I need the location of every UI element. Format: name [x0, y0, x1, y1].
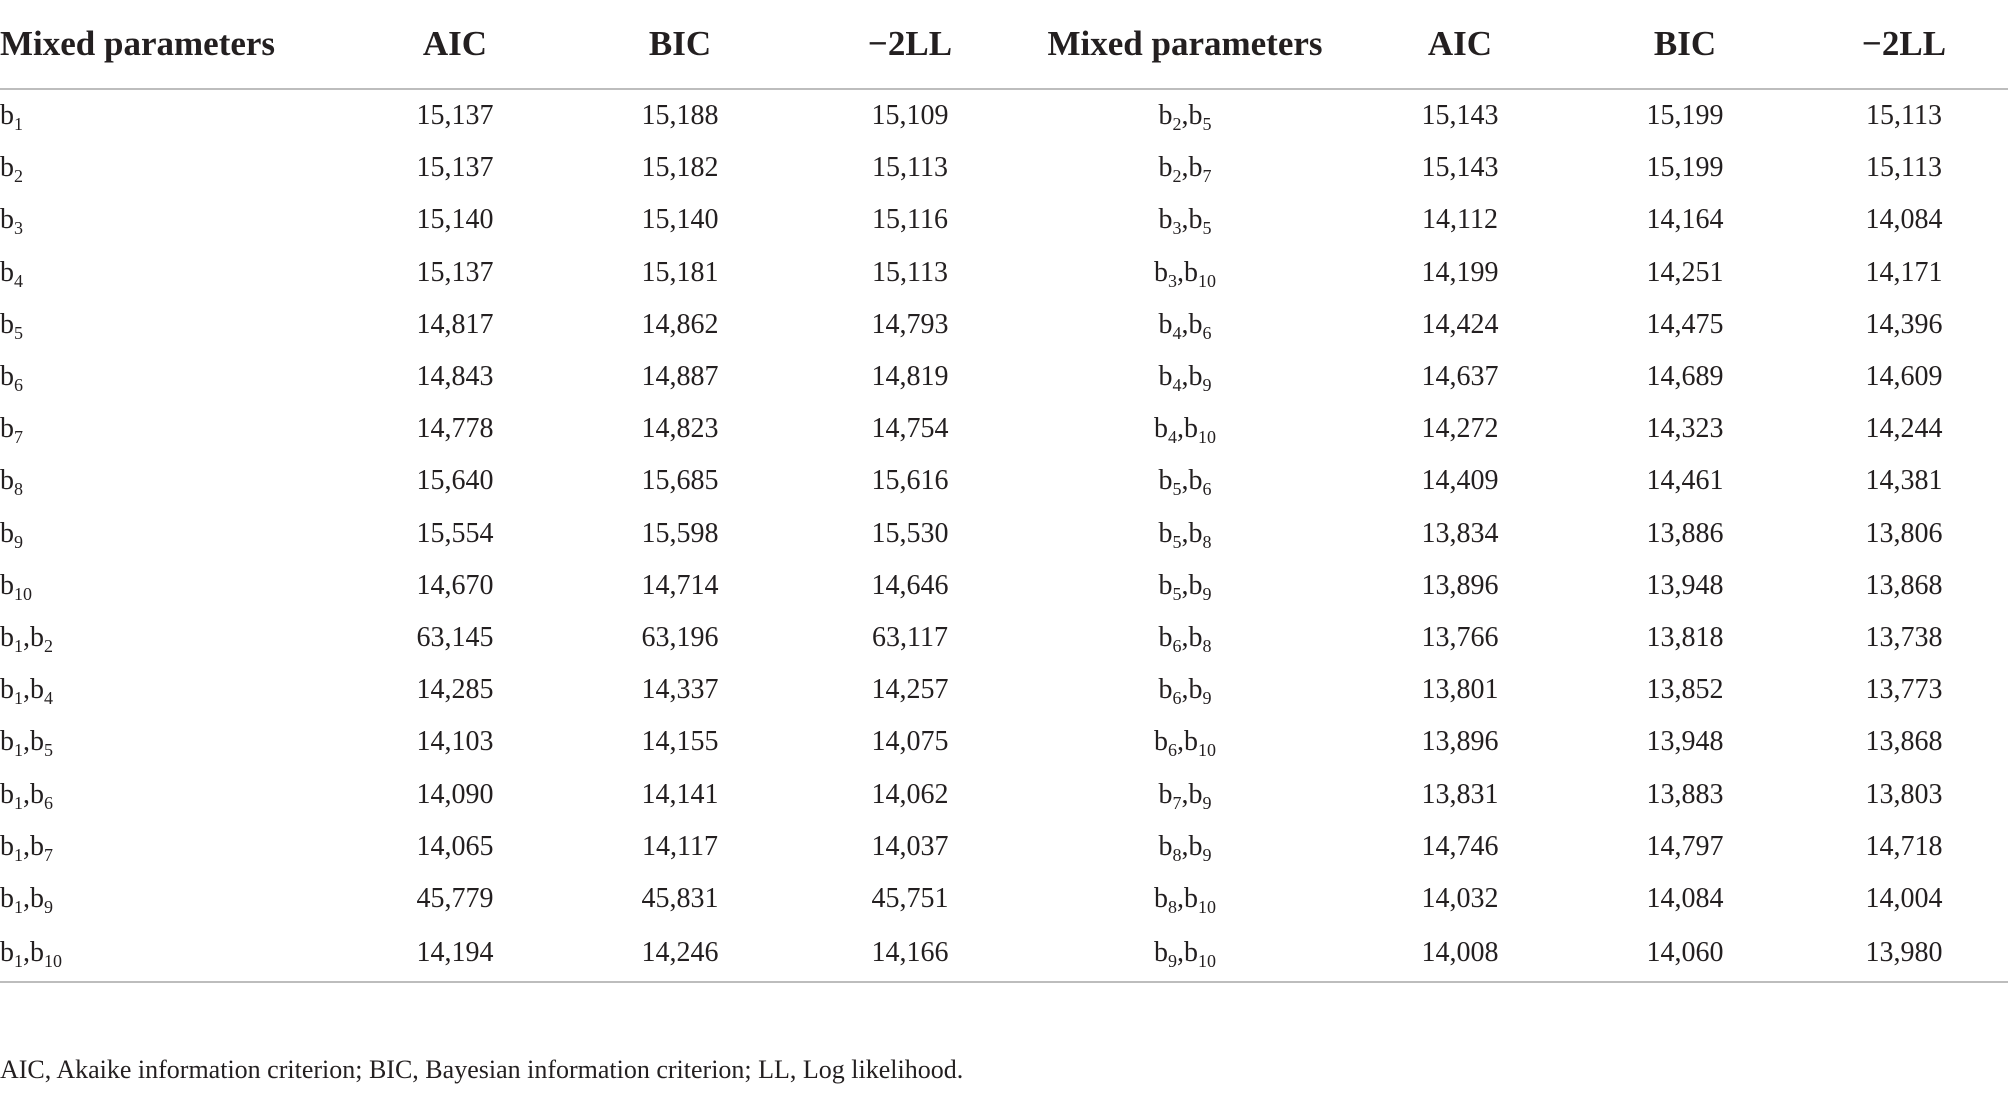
value-cell-bic-left: 15,598: [641, 517, 719, 549]
parameter-cell-left: $b_9$: [0, 517, 23, 552]
value-cell-2ll-left: 45,751: [871, 882, 949, 914]
value-cell-bic-right: 13,948: [1646, 726, 1724, 758]
parameter-cell-left: $b_8$: [0, 465, 23, 500]
value-cell-bic-left: 15,181: [641, 256, 719, 288]
value-cell-bic-right: 14,461: [1646, 465, 1724, 497]
table-row: [0, 142, 2008, 194]
value-cell-bic-left: 63,196: [641, 621, 719, 653]
value-cell-bic-right: 13,886: [1646, 517, 1724, 549]
value-cell-aic-left: 45,779: [416, 882, 494, 914]
value-cell-2ll-right: 13,738: [1865, 621, 1943, 653]
value-cell-bic-left: 15,188: [641, 100, 719, 132]
table-row: [0, 247, 2008, 299]
table-row: [0, 925, 2008, 982]
value-cell-aic-right: 13,896: [1421, 569, 1499, 601]
value-cell-aic-left: 63,145: [416, 621, 494, 653]
parameter-cell-right: $b_5,b_8$: [1158, 517, 1212, 552]
value-cell-2ll-right: 14,609: [1865, 361, 1943, 393]
table-row: [0, 89, 2008, 142]
parameter-cell-right: $b_6,b_8$: [1158, 621, 1212, 656]
value-cell-2ll-left: 14,819: [871, 361, 949, 393]
value-cell-2ll-right: 14,084: [1865, 204, 1943, 236]
value-cell-aic-right: 13,801: [1421, 674, 1499, 706]
table-row: [0, 560, 2008, 612]
value-cell-bic-left: 14,862: [641, 308, 719, 340]
value-cell-bic-left: 14,823: [641, 413, 719, 445]
parameter-cell-left: $b_1,b_9$: [0, 882, 53, 917]
parameter-cell-left: $b_4$: [0, 256, 23, 291]
header-mixed-parameters-right: Mixed parameters: [1020, 0, 1350, 89]
table-row: [0, 299, 2008, 351]
value-cell-aic-left: 14,103: [416, 726, 494, 758]
value-cell-aic-left: 14,285: [416, 674, 494, 706]
value-cell-bic-left: 15,182: [641, 152, 719, 184]
parameter-cell-right: $b_5,b_6$: [1158, 465, 1212, 500]
value-cell-2ll-left: 63,117: [872, 621, 948, 653]
value-cell-bic-right: 14,164: [1646, 204, 1724, 236]
parameter-cell-left: $b_7$: [0, 413, 23, 448]
parameter-cell-right: $b_8,b_9$: [1158, 830, 1212, 865]
value-cell-bic-right: 14,084: [1646, 882, 1724, 914]
value-cell-bic-right: 14,797: [1646, 830, 1724, 862]
parameter-cell-right: $b_8,b_{10}$: [1154, 882, 1216, 917]
value-cell-aic-right: 15,143: [1421, 152, 1499, 184]
value-cell-bic-right: 14,060: [1570, 925, 1800, 982]
value-cell-bic-right: 13,818: [1646, 621, 1724, 653]
value-cell-bic-right: 15,199: [1646, 100, 1724, 132]
value-cell-2ll-right: 13,868: [1865, 726, 1943, 758]
value-cell-aic-left: 15,140: [416, 204, 494, 236]
parameter-cell-right: $b_6,b_{10}$: [1154, 726, 1216, 761]
parameter-cell-left: $b_1$: [0, 100, 23, 135]
value-cell-2ll-right: 13,868: [1865, 569, 1943, 601]
value-cell-aic-left: 15,137: [416, 152, 494, 184]
value-cell-2ll-left: 15,113: [872, 256, 948, 288]
table-row: [0, 873, 2008, 925]
value-cell-bic-right: 14,475: [1646, 308, 1724, 340]
value-cell-bic-left: 14,714: [641, 569, 719, 601]
table-row: [0, 612, 2008, 664]
value-cell-aic-right: 14,272: [1421, 413, 1499, 445]
value-cell-aic-right: 14,008: [1350, 925, 1570, 982]
value-cell-bic-right: 14,251: [1646, 256, 1724, 288]
table-row: [0, 455, 2008, 507]
header-2ll-right: −2LL: [1800, 0, 2008, 89]
value-cell-bic-right: 13,852: [1646, 674, 1724, 706]
parameter-cell-right: $b_4,b_6$: [1158, 308, 1212, 343]
value-cell-2ll-left: 14,257: [871, 674, 949, 706]
value-cell-aic-left: 14,778: [416, 413, 494, 445]
value-cell-2ll-left: 14,166: [800, 925, 1020, 982]
parameter-cell-right: $b_3,b_5$: [1158, 204, 1212, 239]
table-row: [0, 821, 2008, 873]
value-cell-aic-left: 14,194: [350, 925, 560, 982]
table-row: [0, 351, 2008, 403]
value-cell-2ll-left: 15,116: [872, 204, 948, 236]
value-cell-bic-left: 14,337: [641, 674, 719, 706]
value-cell-aic-right: 14,746: [1421, 830, 1499, 862]
header-aic-left: AIC: [350, 0, 560, 89]
parameter-cell-left: $b_5$: [0, 308, 23, 343]
value-cell-aic-right: 14,112: [1422, 204, 1498, 236]
header-bic-right: BIC: [1570, 0, 1800, 89]
value-cell-2ll-right: 13,806: [1865, 517, 1943, 549]
value-cell-bic-left: 14,155: [641, 726, 719, 758]
value-cell-2ll-left: 15,109: [871, 100, 949, 132]
value-cell-bic-left: 14,117: [642, 830, 718, 862]
value-cell-aic-left: 14,065: [416, 830, 494, 862]
value-cell-bic-left: 14,887: [641, 361, 719, 393]
value-cell-2ll-left: 14,037: [871, 830, 949, 862]
table-row: [0, 194, 2008, 246]
value-cell-2ll-right: 14,171: [1865, 256, 1943, 288]
value-cell-2ll-right: 14,244: [1865, 413, 1943, 445]
value-cell-2ll-left: 15,530: [871, 517, 949, 549]
value-cell-bic-right: 14,323: [1646, 413, 1724, 445]
table-row: [0, 768, 2008, 820]
value-cell-2ll-left: 14,075: [871, 726, 949, 758]
value-cell-2ll-right: 14,718: [1865, 830, 1943, 862]
parameter-cell-right: $b_2,b_7$: [1158, 152, 1212, 187]
value-cell-aic-left: 14,817: [416, 308, 494, 340]
parameter-cell-right: $b_2,b_5$: [1158, 100, 1212, 135]
value-cell-aic-right: 13,766: [1421, 621, 1499, 653]
value-cell-2ll-left: 14,793: [871, 308, 949, 340]
value-cell-2ll-right: 13,773: [1865, 674, 1943, 706]
value-cell-2ll-left: 14,754: [871, 413, 949, 445]
value-cell-2ll-left: 14,062: [871, 778, 949, 810]
table-row: [0, 664, 2008, 716]
table-row: [0, 716, 2008, 768]
value-cell-2ll-right: 13,803: [1865, 778, 1943, 810]
parameter-cell-left: $b_1,b_6$: [0, 778, 53, 813]
parameter-cell-left: $b_1,b_4$: [0, 674, 53, 709]
value-cell-2ll-right: 15,113: [1866, 152, 1942, 184]
table-footnote: AIC, Akaike information criterion; BIC, Bayesian information criterion; LL, Log likelihood.: [0, 1055, 964, 1084]
header-bic-left: BIC: [560, 0, 800, 89]
parameter-cell-right: $b_7,b_9$: [1158, 778, 1212, 813]
value-cell-2ll-left: 15,616: [871, 465, 949, 497]
value-cell-aic-left: 15,554: [416, 517, 494, 549]
value-cell-aic-right: 13,834: [1421, 517, 1499, 549]
value-cell-bic-left: 45,831: [641, 882, 719, 914]
value-cell-aic-left: 14,670: [416, 569, 494, 601]
value-cell-2ll-right: 14,004: [1865, 882, 1943, 914]
table-body: [0, 89, 2008, 982]
value-cell-aic-right: 14,199: [1421, 256, 1499, 288]
parameter-cell-right: $b_9,b_{10}$: [1020, 925, 1350, 982]
parameter-cell-right: $b_4,b_{10}$: [1154, 413, 1216, 448]
value-cell-bic-left: 15,140: [641, 204, 719, 236]
table-header-row: [0, 0, 2008, 89]
parameter-cell-left: $b_1,b_5$: [0, 726, 53, 761]
header-2ll-left: −2LL: [800, 0, 1020, 89]
value-cell-aic-right: 13,896: [1421, 726, 1499, 758]
value-cell-bic-left: 15,685: [641, 465, 719, 497]
value-cell-bic-left: 14,246: [560, 925, 800, 982]
value-cell-bic-right: 13,948: [1646, 569, 1724, 601]
header-mixed-parameters-left: Mixed parameters: [0, 0, 350, 89]
parameter-cell-right: $b_4,b_9$: [1158, 361, 1212, 396]
value-cell-2ll-right: 15,113: [1866, 100, 1942, 132]
value-cell-2ll-left: 14,646: [871, 569, 949, 601]
header-aic-right: AIC: [1350, 0, 1570, 89]
parameter-cell-left: $b_2$: [0, 152, 23, 187]
value-cell-aic-right: 15,143: [1421, 100, 1499, 132]
parameter-cell-left: $b_3$: [0, 204, 23, 239]
value-cell-bic-right: 13,883: [1646, 778, 1724, 810]
parameter-cell-left: $b_{10}$: [0, 569, 32, 604]
parameter-cell-left: $b_1,b_{10}$: [0, 925, 350, 982]
value-cell-2ll-right: 14,381: [1865, 465, 1943, 497]
value-cell-2ll-left: 15,113: [872, 152, 948, 184]
value-cell-aic-left: 15,137: [416, 100, 494, 132]
value-cell-aic-right: 14,424: [1421, 308, 1499, 340]
parameter-cell-right: $b_5,b_9$: [1158, 569, 1212, 604]
value-cell-aic-left: 14,843: [416, 361, 494, 393]
parameter-cell-left: $b_1,b_7$: [0, 830, 53, 865]
value-cell-2ll-right: 13,980: [1800, 925, 2008, 982]
parameter-cell-left: $b_1,b_2$: [0, 621, 53, 656]
value-cell-2ll-right: 14,396: [1865, 308, 1943, 340]
value-cell-aic-left: 15,640: [416, 465, 494, 497]
value-cell-bic-right: 14,689: [1646, 361, 1724, 393]
value-cell-aic-right: 14,409: [1421, 465, 1499, 497]
value-cell-aic-right: 13,831: [1421, 778, 1499, 810]
parameter-cell-right: $b_3,b_{10}$: [1154, 256, 1216, 291]
parameter-cell-left: $b_6$: [0, 361, 23, 396]
value-cell-bic-right: 15,199: [1646, 152, 1724, 184]
value-cell-aic-left: 15,137: [416, 256, 494, 288]
value-cell-aic-left: 14,090: [416, 778, 494, 810]
value-cell-bic-left: 14,141: [641, 778, 719, 810]
parameter-cell-right: $b_6,b_9$: [1158, 674, 1212, 709]
value-cell-aic-right: 14,032: [1421, 882, 1499, 914]
value-cell-aic-right: 14,637: [1421, 361, 1499, 393]
table-row: [0, 403, 2008, 455]
table-row: [0, 508, 2008, 560]
